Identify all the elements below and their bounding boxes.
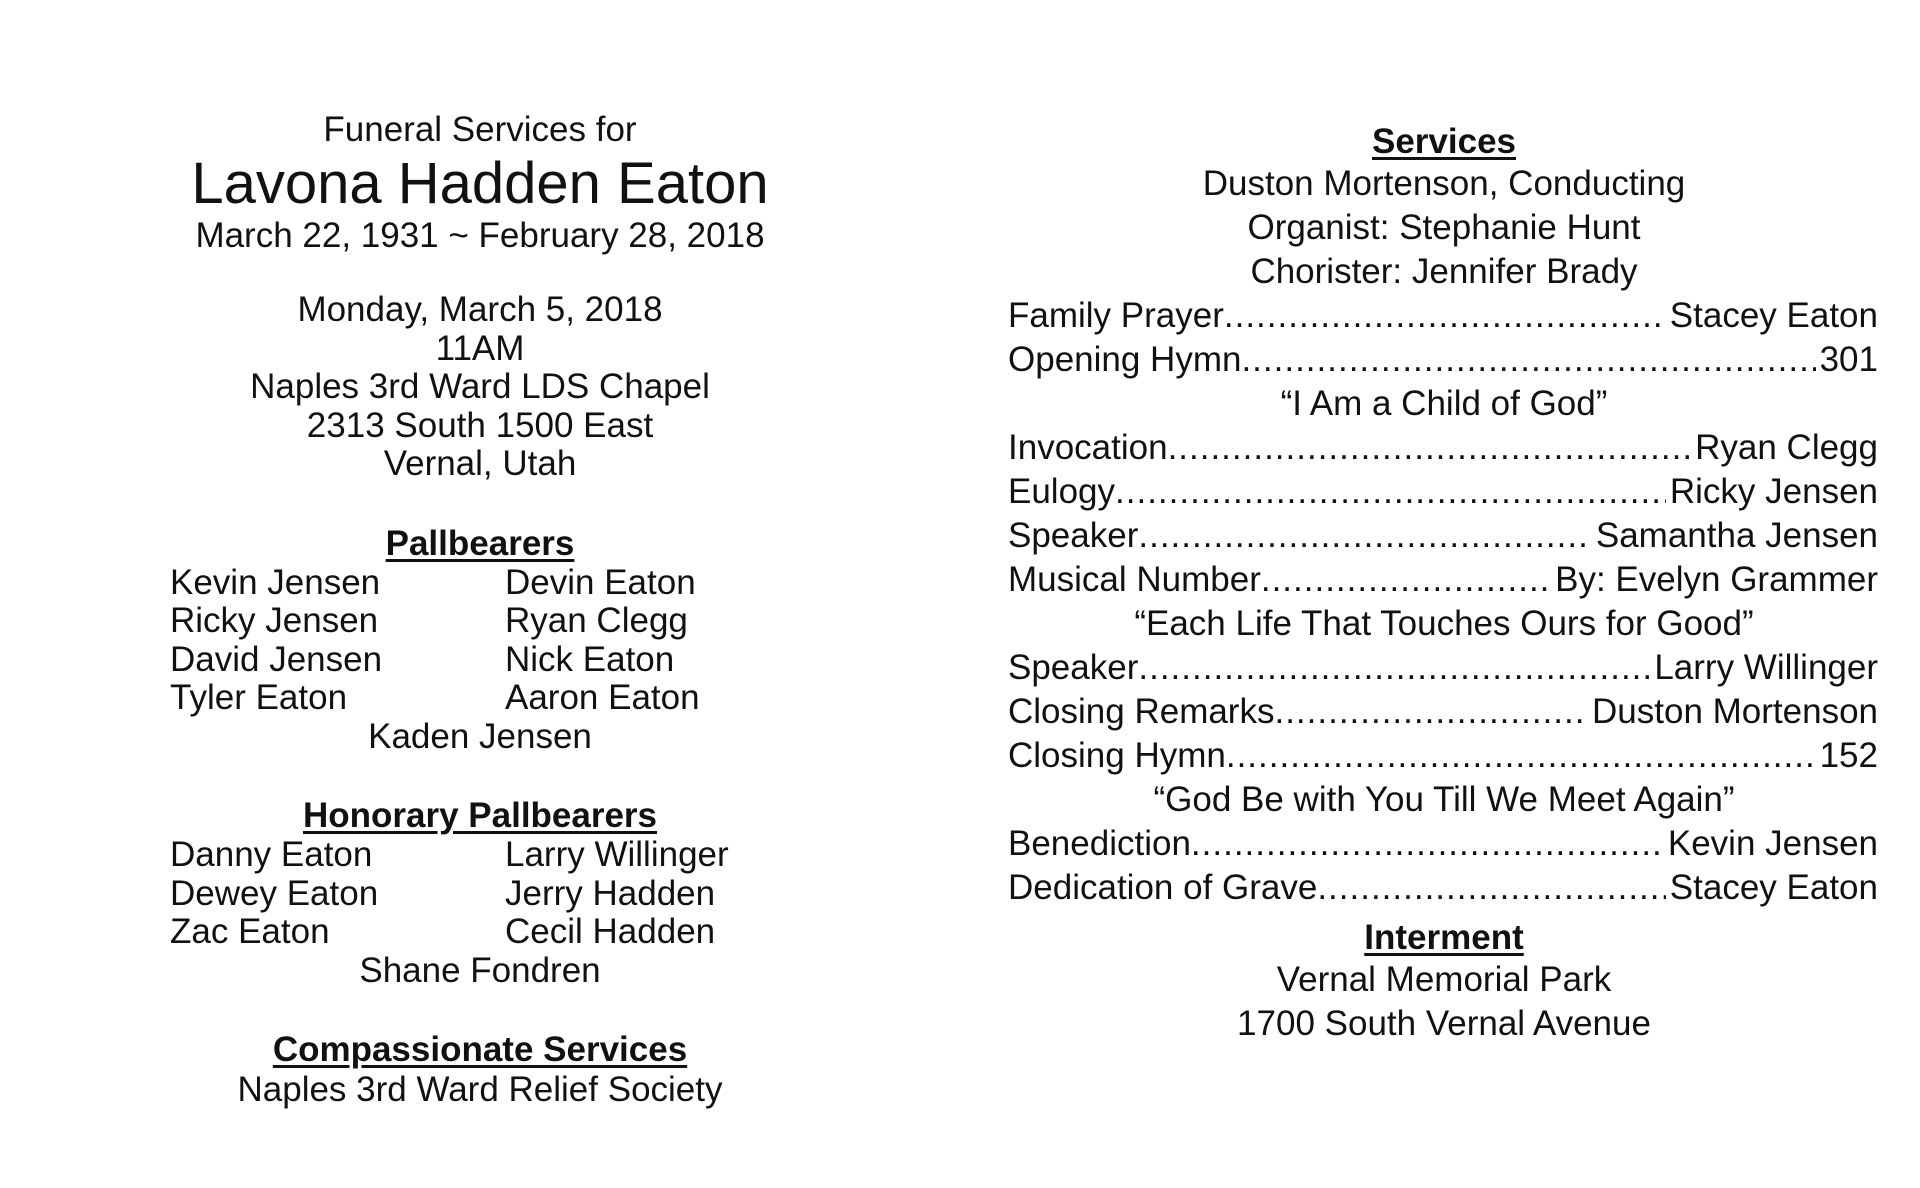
compassionate-services-text: Naples 3rd Ward Relief Society [237,1070,723,1109]
pallbearer-name: Devin Eaton [505,562,696,602]
leader-dots [1226,734,1816,778]
chorister-line: Chorister: Jennifer Brady [1250,252,1638,291]
leader-dots [1115,470,1666,514]
program-item-label: Speaker [1008,516,1139,555]
intro-line: Funeral Services for [323,110,637,149]
leader-dots [1138,646,1650,690]
honorary-pallbearers-list [120,836,840,952]
leader-dots [1191,822,1664,866]
program-item-label: Closing Remarks [1008,692,1275,731]
program-item [1008,822,1878,866]
program-item-label: Benediction [1008,824,1191,863]
leader-dots [1168,426,1692,470]
program-item-value: Kevin Jensen [1667,824,1878,863]
interment-address: 1700 South Vernal Avenue [1237,1004,1651,1043]
program-item-label: Family Prayer [1008,296,1224,335]
pallbearer-name: Aaron Eaton [505,678,700,717]
honorary-pallbearer-name: Cecil Hadden [505,912,716,951]
pallbearers-list [120,564,840,718]
leader-dots [1138,514,1591,558]
honorary-pallbearers-heading: Honorary Pallbearers [302,796,658,835]
pallbearer-name: Kaden Jensen [368,716,592,756]
hymn-title: “I Am a Child of God” [1280,384,1608,423]
honorary-pallbearer-name: Zac Eaton [170,912,330,951]
program-list [1008,294,1880,910]
program-item-value: 152 [1819,736,1878,775]
deceased-name: Lavona Hadden Eaton [191,151,769,216]
pallbearer-name: Tyler Eaton [170,678,348,717]
program-item [1008,338,1878,382]
pallbearer-name: Ricky Jensen [170,601,379,640]
program-item [1008,514,1878,558]
pallbearer-name: Ryan Clegg [505,601,688,640]
leader-dots [1274,690,1588,734]
hymn-title: “God Be with You Till We Meet Again” [1153,780,1735,819]
pallbearer-name: Nick Eaton [505,639,675,679]
program-item-value: Stacey Eaton [1669,868,1878,907]
program-item [1008,558,1878,602]
pallbearers-heading: Pallbearers [385,523,575,563]
program-item [1008,734,1878,778]
program-item [1008,866,1878,910]
program-item-label: Opening Hymn [1008,340,1242,379]
interment-heading: Interment [1364,918,1524,957]
pallbearer-name: David Jensen [170,639,383,679]
honorary-pallbearer-name: Shane Fondren [359,950,601,990]
program-item-value: Samantha Jensen [1595,516,1878,555]
service-day: Monday, March 5, 2018 [297,290,663,329]
program-item-value: Duston Mortenson [1592,692,1878,731]
compassionate-services-heading: Compassionate Services [272,1030,688,1069]
honorary-pallbearer-name: Dewey Eaton [170,873,379,913]
right-panel [1008,122,1880,1046]
program-item-label: Eulogy [1008,472,1116,511]
program-item-value: 301 [1819,340,1878,379]
program-item-value: Larry Willinger [1654,648,1878,687]
organist-line: Organist: Stephanie Hunt [1247,208,1641,247]
life-dates: March 22, 1931 ~ February 28, 2018 [195,216,765,255]
service-time: 11AM [435,328,525,368]
service-location: Naples 3rd Ward LDS Chapel [250,367,710,406]
program-item-value: Ryan Clegg [1695,428,1878,467]
leader-dots [1241,338,1815,382]
conducting-line: Duston Mortenson, Conducting [1202,164,1686,203]
service-city: Vernal, Utah [383,444,577,483]
program-item-label: Closing Hymn [1008,736,1226,775]
leader-dots [1317,866,1665,910]
leader-dots [1224,294,1666,338]
left-panel [120,110,840,1110]
song-title: “Each Life That Touches Ours for Good” [1134,604,1754,643]
program-item [1008,470,1878,514]
interment-place: Vernal Memorial Park [1276,960,1612,999]
program-item-value: Ricky Jensen [1669,472,1878,511]
program-item-label: Speaker [1008,648,1139,687]
leader-dots [1261,558,1551,602]
program-item-value: Stacey Eaton [1669,296,1878,335]
program-item [1008,426,1878,470]
service-details [120,291,840,484]
program-item-label: Musical Number [1008,560,1261,599]
program-item [1008,294,1878,338]
service-address: 2313 South 1500 East [306,405,654,445]
program-item-value: By: Evelyn Grammer [1555,560,1878,599]
honorary-pallbearer-name: Larry Willinger [505,835,729,874]
program-item [1008,646,1878,690]
pallbearer-name: Kevin Jensen [170,562,381,602]
honorary-pallbearer-name: Jerry Hadden [505,873,716,913]
program-item [1008,690,1878,734]
services-heading: Services [1371,122,1517,161]
honorary-pallbearer-name: Danny Eaton [170,835,373,874]
program-item-label: Dedication of Grave [1008,868,1318,907]
program-item-label: Invocation [1008,428,1168,467]
